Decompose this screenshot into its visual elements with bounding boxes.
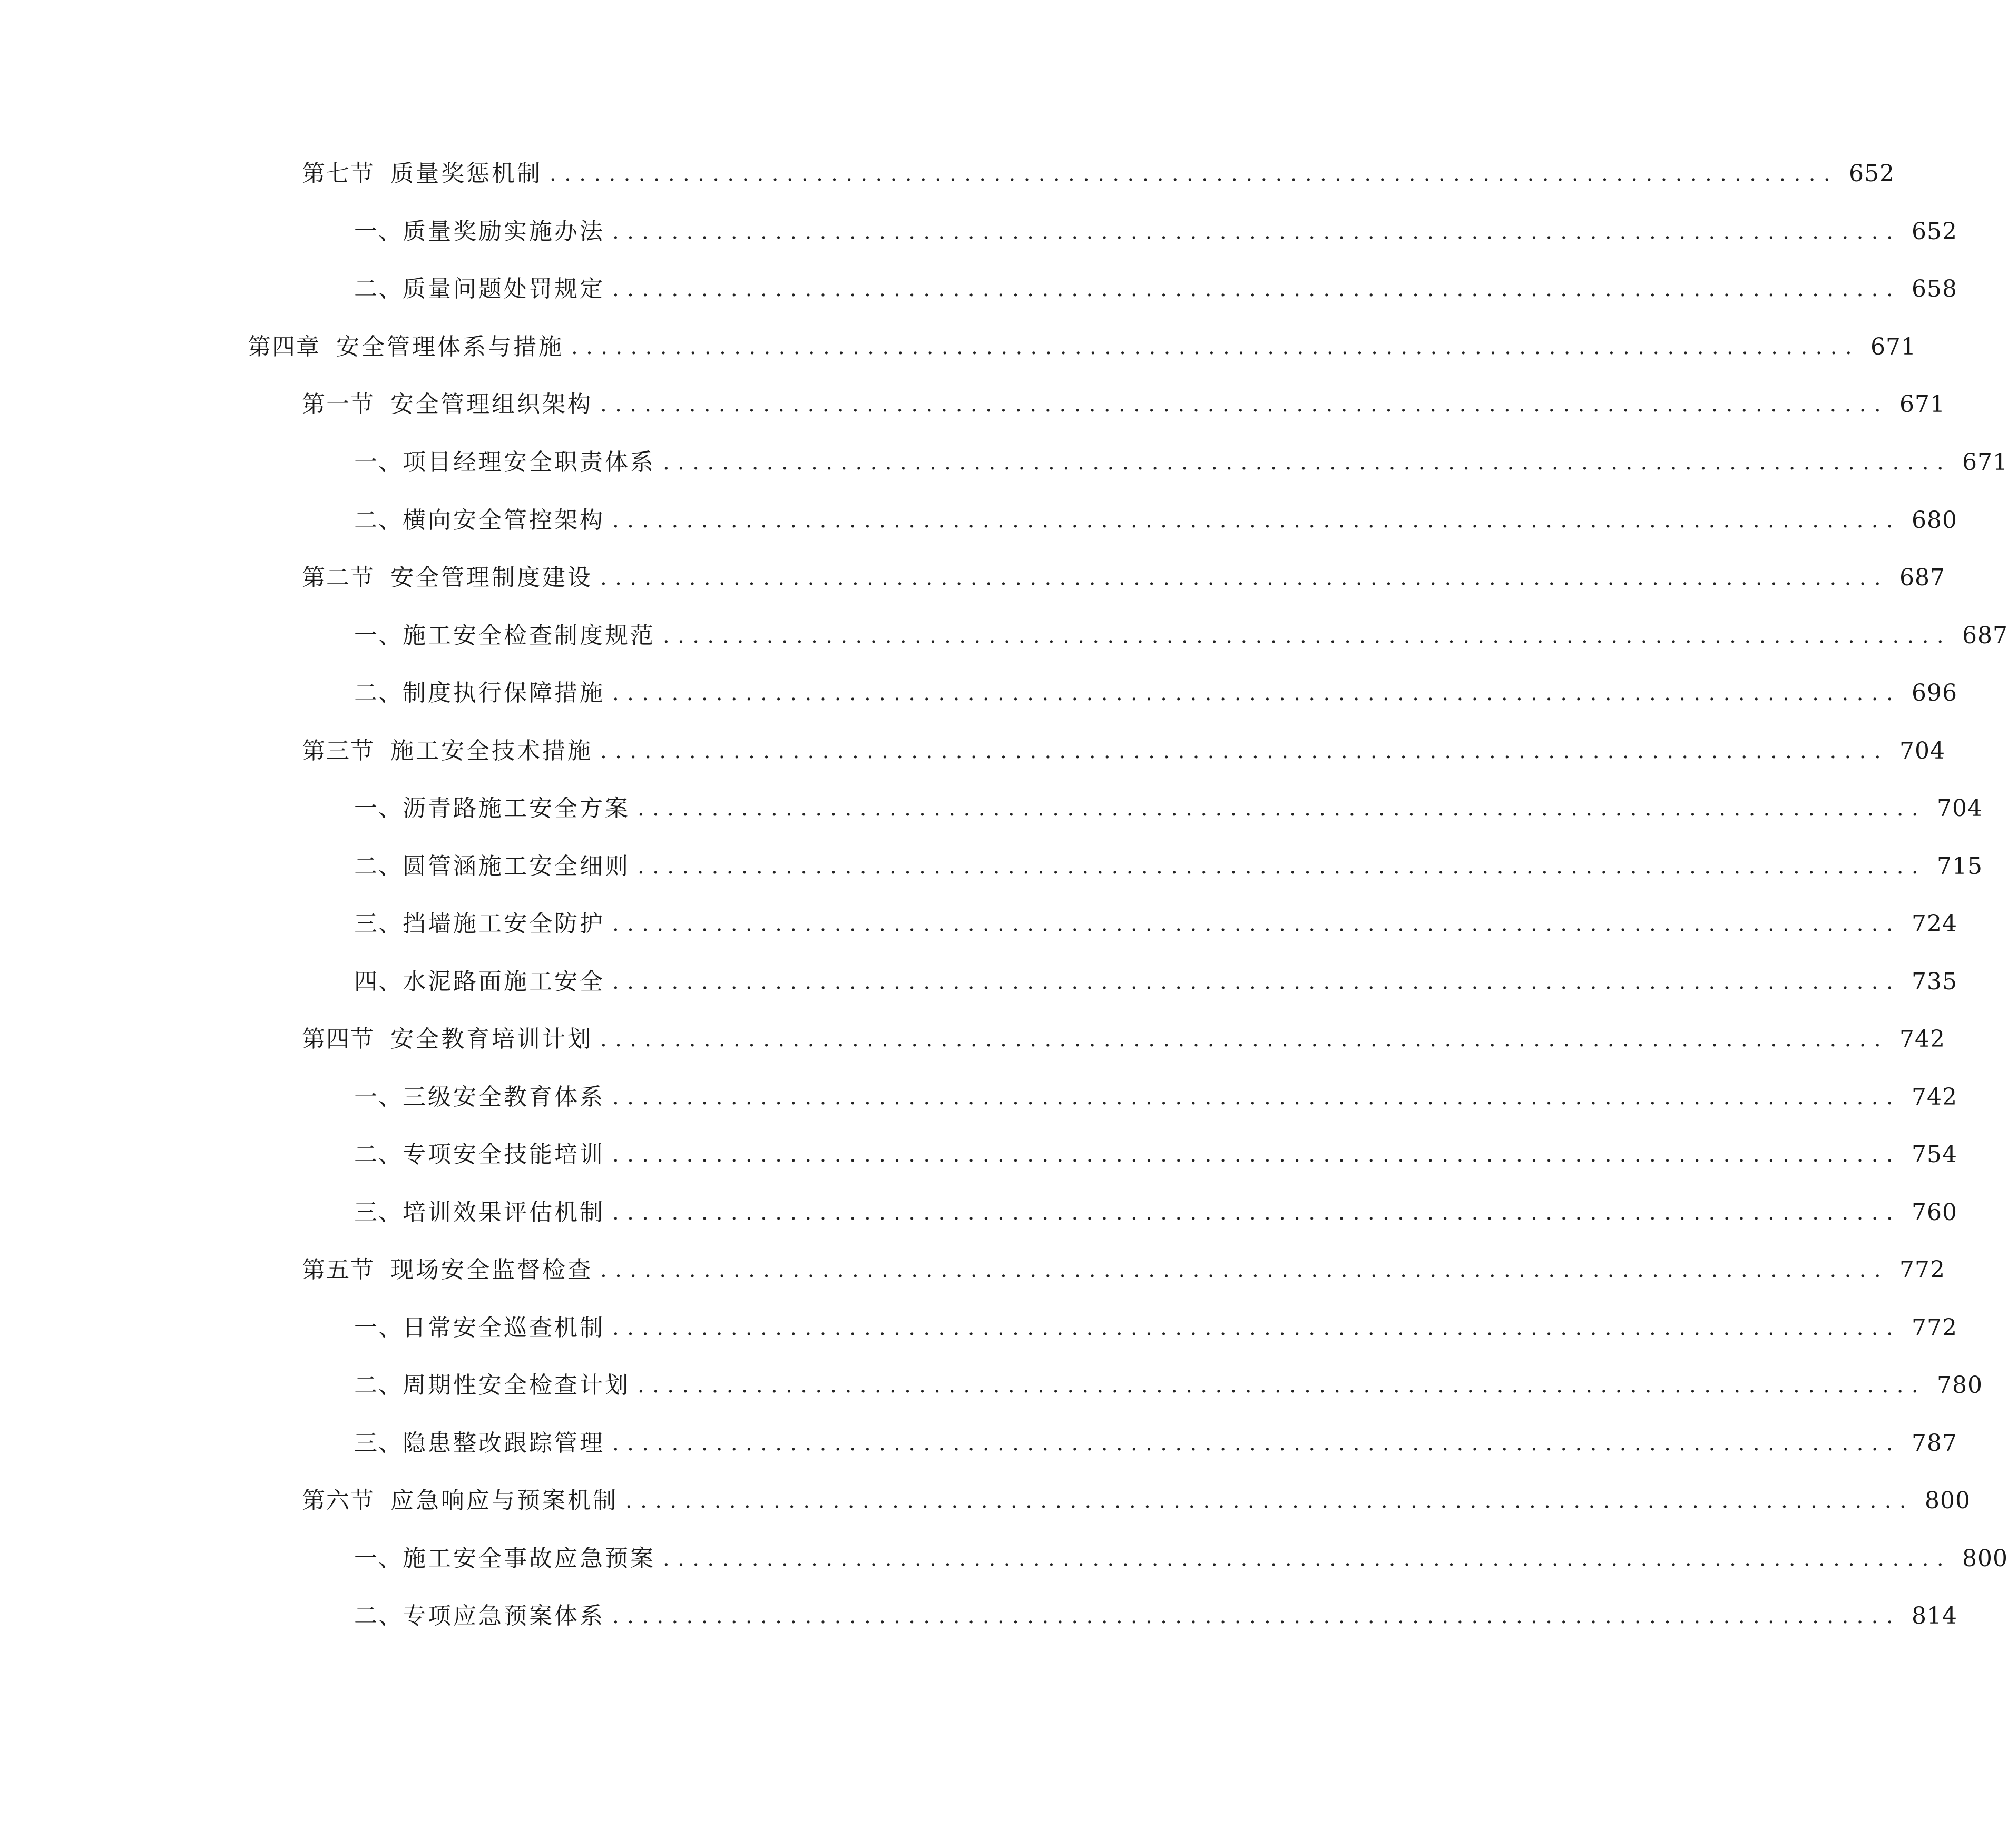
entry-title: 质量奖励实施办法 (403, 218, 605, 245)
leader-dots: ....................................................................................... (612, 1143, 1901, 1167)
entry-prefix: 第五节 (302, 1256, 375, 1283)
page-number: 787 (1912, 1430, 1957, 1457)
toc-entry[interactable] (354, 441, 2008, 478)
page-number: 780 (1937, 1372, 1983, 1399)
page-number: 696 (1912, 680, 1957, 706)
entry-title: 质量奖惩机制 (390, 160, 542, 187)
entry-prefix: 二、 (354, 853, 403, 880)
entry-title: 施工安全检查制度规范 (403, 622, 655, 649)
entry-title: 质量问题处罚规定 (403, 276, 605, 302)
entry-prefix: 二、 (354, 1141, 403, 1168)
leader-dots: ....................................................................................... (612, 1201, 1901, 1225)
page-number: 760 (1912, 1199, 1957, 1226)
leader-dots: ....................................................................................... (612, 912, 1901, 936)
entry-title: 应急响应与预案机制 (390, 1487, 618, 1514)
toc-entry[interactable] (302, 557, 1945, 594)
toc-entry[interactable] (354, 1595, 1957, 1632)
entry-prefix: 第一节 (302, 391, 375, 418)
entry-title: 三级安全教育体系 (403, 1084, 605, 1110)
entry-prefix: 二、 (354, 1603, 403, 1629)
entry-title: 专项安全技能培训 (403, 1141, 605, 1168)
page-number: 658 (1912, 276, 1957, 302)
entry-prefix: 第七节 (302, 160, 375, 187)
entry-prefix: 三、 (354, 1430, 403, 1457)
page-number: 814 (1912, 1603, 1957, 1629)
entry-prefix: 一、 (354, 795, 403, 822)
page-number: 800 (1962, 1545, 2008, 1572)
page-number: 735 (1912, 968, 1957, 995)
page-number: 772 (1912, 1314, 1957, 1341)
toc-entry[interactable] (354, 961, 1957, 998)
toc-entry[interactable] (302, 1480, 1971, 1517)
leader-dots: ....................................................................................... (638, 797, 1926, 821)
toc-entry[interactable] (354, 615, 2008, 652)
page-number: 652 (1849, 160, 1895, 187)
leader-dots: ....................................................................................... (612, 681, 1901, 705)
entry-prefix: 一、 (354, 218, 403, 245)
entry-title: 专项应急预案体系 (403, 1603, 605, 1629)
page-number: 772 (1899, 1256, 1945, 1283)
entry-title: 横向安全管控架构 (403, 507, 605, 534)
leader-dots: ....................................................................................... (612, 970, 1901, 994)
page-number: 671 (1899, 391, 1945, 418)
entry-prefix: 一、 (354, 622, 403, 649)
toc-entry[interactable] (354, 672, 1957, 709)
page-number: 704 (1899, 738, 1945, 764)
entry-prefix: 第四章 (248, 333, 320, 360)
entry-title: 安全教育培训计划 (390, 1026, 593, 1053)
entry-prefix: 一、 (354, 1314, 403, 1341)
leader-dots: ....................................................................................... (600, 392, 1889, 417)
entry-prefix: 第二节 (302, 564, 375, 591)
entry-title: 周期性安全检查计划 (403, 1372, 630, 1399)
leader-dots: ....................................................................................... (638, 854, 1926, 879)
page-number: 800 (1925, 1487, 1971, 1514)
toc-entry[interactable] (354, 846, 1983, 882)
entry-title: 安全管理体系与措施 (336, 333, 564, 360)
leader-dots: ....................................................................................... (612, 1604, 1901, 1628)
page-number: 687 (1899, 564, 1945, 591)
toc-entry[interactable] (302, 384, 1945, 420)
toc-entry[interactable] (302, 730, 1945, 767)
entry-title: 水泥路面施工安全 (403, 968, 605, 995)
toc-entry[interactable] (354, 788, 1983, 824)
toc-entry[interactable] (302, 153, 1895, 190)
entry-title: 施工安全技术措施 (390, 738, 593, 764)
page-number: 715 (1937, 853, 1983, 880)
leader-dots: ....................................................................................... (612, 220, 1901, 244)
page-number: 671 (1962, 449, 2008, 476)
entry-prefix: 一、 (354, 1084, 403, 1110)
toc-entry[interactable] (354, 1192, 1957, 1228)
page-number: 742 (1912, 1084, 1957, 1110)
entry-prefix: 第三节 (302, 738, 375, 764)
entry-title: 安全管理组织架构 (390, 391, 593, 418)
toc-entry[interactable] (354, 903, 1957, 940)
page-number: 754 (1912, 1141, 1957, 1168)
entry-prefix: 第六节 (302, 1487, 375, 1514)
entry-title: 施工安全事故应急预案 (403, 1545, 655, 1572)
leader-dots: ....................................................................................... (663, 1547, 1952, 1571)
leader-dots: ....................................................................................... (638, 1373, 1926, 1398)
leader-dots: ....................................................................................... (663, 450, 1952, 475)
entry-title: 培训效果评估机制 (403, 1199, 605, 1226)
page-number: 742 (1899, 1026, 1945, 1053)
toc-entry[interactable] (354, 1364, 1983, 1401)
leader-dots: ....................................................................................... (663, 624, 1952, 648)
page-number: 671 (1870, 333, 1916, 360)
page-number: 724 (1912, 910, 1957, 937)
entry-prefix: 第四节 (302, 1026, 375, 1053)
leader-dots: ....................................................................................... (600, 1027, 1889, 1051)
entry-prefix: 二、 (354, 507, 403, 534)
leader-dots: ....................................................................................... (600, 1258, 1889, 1282)
entry-prefix: 三、 (354, 910, 403, 937)
toc-entry[interactable] (354, 1307, 1957, 1344)
entry-title: 制度执行保障措施 (403, 680, 605, 706)
page-number: 652 (1912, 218, 1957, 245)
leader-dots: ....................................................................................... (612, 1316, 1901, 1340)
toc-entry[interactable] (354, 499, 1957, 536)
entry-title: 隐患整改跟踪管理 (403, 1430, 605, 1457)
entry-prefix: 二、 (354, 276, 403, 302)
toc-entry[interactable] (354, 211, 1957, 248)
entry-title: 现场安全监督检查 (390, 1256, 593, 1283)
toc-entry[interactable] (354, 1076, 1957, 1113)
leader-dots: ....................................................................................... (550, 162, 1838, 186)
entry-title: 项目经理安全职责体系 (403, 449, 655, 476)
leader-dots: ....................................................................................... (612, 1431, 1901, 1456)
toc-entry[interactable] (302, 1018, 1945, 1055)
entry-prefix: 一、 (354, 449, 403, 476)
leader-dots: ....................................................................................... (571, 335, 1860, 359)
entry-prefix: 三、 (354, 1199, 403, 1226)
entry-prefix: 四、 (354, 968, 403, 995)
entry-prefix: 二、 (354, 1372, 403, 1399)
entry-title: 安全管理制度建设 (390, 564, 593, 591)
toc-entry[interactable] (354, 268, 1957, 305)
entry-prefix: 一、 (354, 1545, 403, 1572)
leader-dots: ....................................................................................... (600, 739, 1889, 763)
toc-entry[interactable] (354, 1422, 1957, 1459)
entry-prefix: 二、 (354, 680, 403, 706)
entry-title: 挡墙施工安全防护 (403, 910, 605, 937)
page-number: 687 (1962, 622, 2008, 649)
entry-title: 沥青路施工安全方案 (403, 795, 630, 822)
leader-dots: ....................................................................................... (612, 1085, 1901, 1109)
leader-dots: ....................................................................................... (612, 277, 1901, 301)
page-number: 704 (1937, 795, 1983, 822)
toc-entry[interactable] (354, 1538, 2008, 1575)
leader-dots: ....................................................................................... (612, 508, 1901, 533)
leader-dots: ....................................................................................... (600, 566, 1889, 590)
leader-dots: ....................................................................................... (625, 1489, 1914, 1513)
toc-entry[interactable] (248, 326, 1916, 363)
toc-entry[interactable] (302, 1249, 1945, 1286)
page-number: 680 (1912, 507, 1957, 534)
entry-title: 日常安全巡查机制 (403, 1314, 605, 1341)
toc-entry[interactable] (354, 1134, 1957, 1171)
entry-title: 圆管涵施工安全细则 (403, 853, 630, 880)
